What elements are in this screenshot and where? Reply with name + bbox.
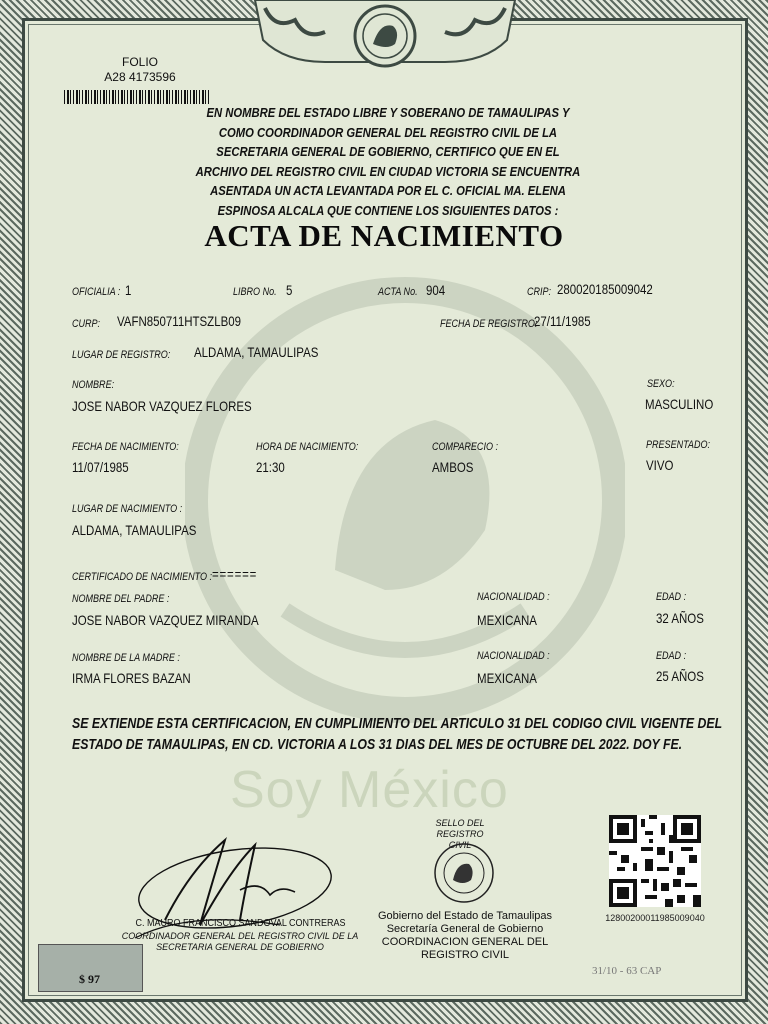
libro-label: LIBRO No.: [233, 286, 277, 298]
intro-paragraph: EN NOMBRE DEL ESTADO LIBRE Y SOBERANO DE TAMAULIPAS Y COMO COORDINADOR GENERAL DEL REGISTRO CIVIL DE LA SECRETARIA GENERAL DE GOBIERNO, CERTIFICO QUE EN EL ARCHIVO DEL REGISTRO CIVIL EN CIUDAD VICTORIA SE ENCUENTRA ASENTADA UN ACTA LEVANTADA POR EL C. OFICIAL MA. ELENA ESPINOSA ALCALA QUE CONTIENE LOS SIGUIENTES DATOS :: [195, 106, 581, 218]
document-title: ACTA DE NACIMIENTO: [204, 218, 564, 253]
oficialia-value: 1: [125, 282, 132, 298]
eagle-watermark-icon: [185, 270, 625, 730]
madre-edad-value: 25 AÑOS: [656, 668, 704, 684]
padre-nacionalidad-value: MEXICANA: [477, 612, 537, 628]
sexo-value: MASCULINO: [645, 396, 714, 412]
madre-label: NOMBRE DE LA MADRE :: [72, 652, 180, 664]
seal-label-line-2: REGISTRO CIVIL: [436, 829, 484, 850]
crip-value: 280020185009042: [557, 281, 653, 297]
curp-label: CURP:: [72, 318, 101, 330]
padre-label: NOMBRE DEL PADRE :: [72, 593, 170, 605]
sexo-label: SEXO:: [647, 378, 675, 390]
certificado-label: CERTIFICADO DE NACIMIENTO :: [72, 571, 213, 583]
fecha-registro-label: FECHA DE REGISTRO:: [440, 318, 538, 330]
lugar-nacimiento-label: LUGAR DE NACIMIENTO :: [72, 503, 183, 515]
government-line-3: COORDINACION GENERAL DEL REGISTRO CIVIL: [381, 936, 549, 961]
nombre-label: NOMBRE:: [72, 379, 115, 391]
crip-label: CRIP:: [527, 286, 552, 298]
comparecio-value: AMBOS: [432, 459, 474, 475]
folio-block: [80, 55, 200, 85]
folio-number: A28 4173596: [104, 70, 176, 84]
closing-line-1: SE EXTIENDE ESTA CERTIFICACION, EN CUMPLIMIENTO DEL ARTICULO 31 DEL CODIGO CIVIL VIGENTE DEL: [72, 715, 723, 732]
nombre-value: JOSE NABOR VAZQUEZ FLORES: [72, 398, 252, 414]
watermark-slogan: Soy México: [230, 761, 509, 819]
closing-line-2: ESTADO DE TAMAULIPAS, EN CD. VICTORIA A LOS 31 DIAS DEL MES DE OCTUBRE DEL 2022. DOY FE.: [72, 736, 683, 753]
seal-label-line-1: SELLO DEL: [435, 818, 485, 828]
lugar-registro-label: LUGAR DE REGISTRO:: [72, 349, 171, 361]
hora-nacimiento-value: 21:30: [256, 459, 285, 475]
presentado-label: PRESENTADO:: [646, 439, 710, 451]
acta-label: ACTA No.: [378, 286, 418, 298]
fee-stamp-value: $ 97: [79, 972, 100, 986]
madre-edad-label: EDAD :: [656, 650, 687, 662]
signer-name: C. MAURO FRANCISCO SANDOVAL CONTRERAS: [135, 918, 346, 929]
folio-barcode: [64, 90, 210, 104]
madre-nacionalidad-value: MEXICANA: [477, 670, 537, 686]
madre-nacionalidad-label: NACIONALIDAD :: [477, 650, 550, 662]
hora-nacimiento-label: HORA DE NACIMIENTO:: [256, 441, 359, 453]
padre-edad-value: 32 AÑOS: [656, 610, 704, 626]
fecha-nacimiento-value: 11/07/1985: [72, 459, 129, 475]
national-seal-ornament: [245, 0, 525, 70]
presentado-value: VIVO: [646, 457, 674, 473]
acta-value: 904: [426, 282, 446, 298]
padre-edad-label: EDAD :: [656, 591, 687, 603]
government-block: [360, 910, 570, 962]
padre-value: JOSE NABOR VAZQUEZ MIRANDA: [72, 612, 259, 628]
certificado-value: ======: [212, 566, 258, 582]
qr-code: [609, 815, 701, 907]
oficialia-label: OFICIALIA :: [72, 286, 121, 298]
folio-label: FOLIO: [121, 55, 158, 69]
registro-civil-seal-icon: [433, 842, 495, 904]
signer-title: COORDINADOR GENERAL DEL REGISTRO CIVIL DE LA SECRETARIA GENERAL DE GOBIERNO: [121, 931, 359, 952]
curp-value: VAFN850711HTSZLB09: [117, 313, 242, 329]
fecha-registro-value: 27/11/1985: [534, 313, 591, 329]
government-line-2: Secretaría General de Gobierno: [386, 923, 544, 935]
lugar-nacimiento-value: ALDAMA, TAMAULIPAS: [72, 522, 197, 538]
fecha-nacimiento-label: FECHA DE NACIMIENTO:: [72, 441, 179, 453]
comparecio-label: COMPARECIO :: [432, 441, 498, 453]
lugar-registro-value: ALDAMA, TAMAULIPAS: [194, 344, 319, 360]
madre-value: IRMA FLORES BAZAN: [72, 670, 191, 686]
closing-statement: [72, 713, 723, 755]
qr-number: 12800200011985009040: [605, 913, 705, 923]
form-code: 31/10 - 63 CAP: [592, 965, 662, 977]
libro-value: 5: [286, 282, 293, 298]
padre-nacionalidad-label: NACIONALIDAD :: [477, 591, 550, 603]
government-line-1: Gobierno del Estado de Tamaulipas: [377, 910, 553, 922]
